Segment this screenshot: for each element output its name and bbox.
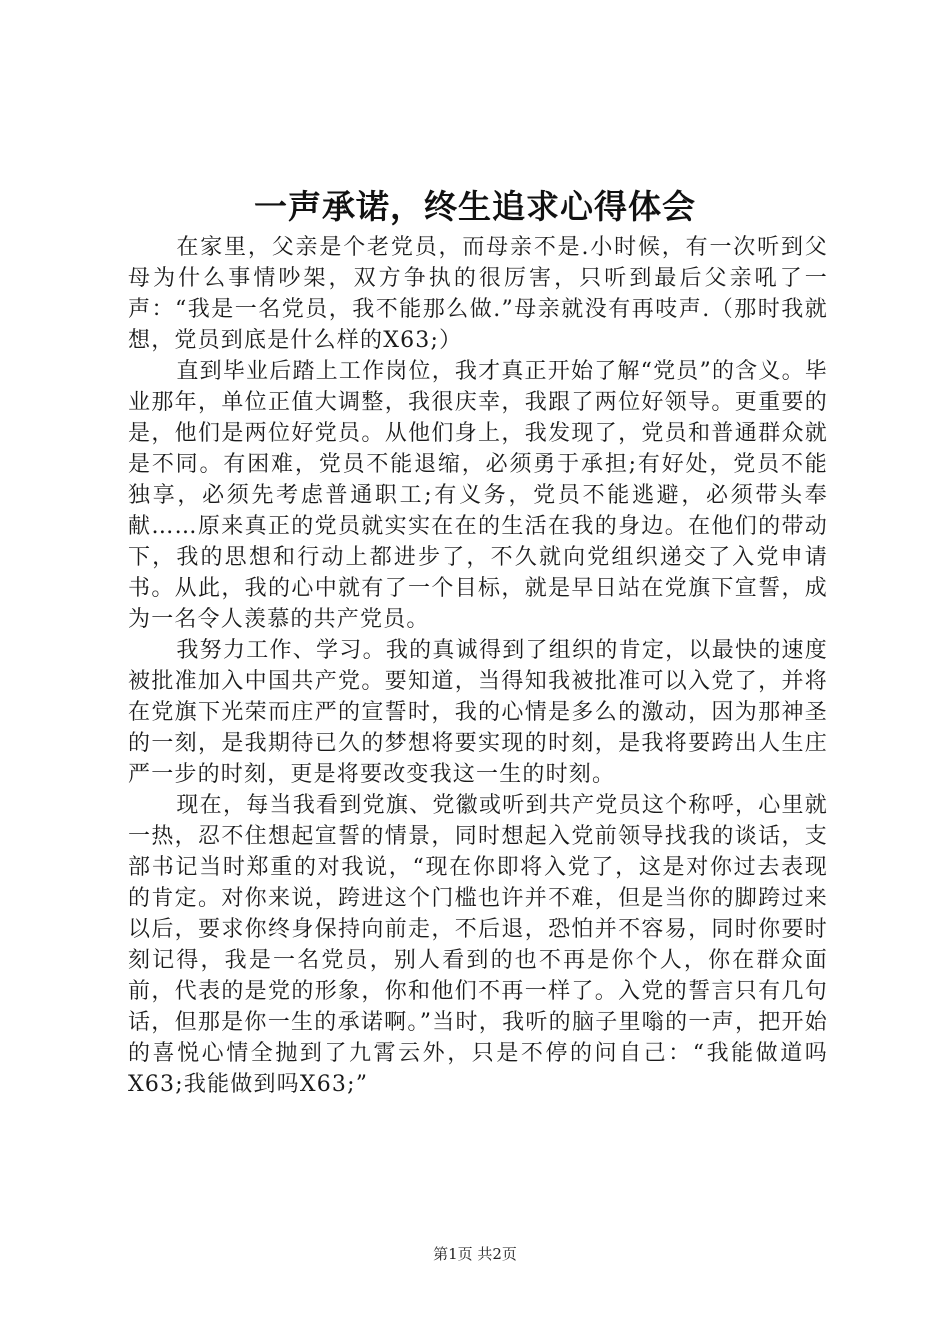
paragraph-4: 现在，每当我看到党旗、党徽或听到共产党员这个称呼，心里就一热，忍不住想起宣誓的情景，同时想起入党前领导找我的谈话，支部书记当时郑重的对我说，“现在你即将入党了，这是对你过去表现的肯定。对你来说，跨进这个门槛也许并不难，但是当你的脚跨过来以后，要求你终身保持向前走，不后退，恐怕并不容易，同时你要时刻记得，我是一名党员，别人看到的也不再是你个人，你在群众面前，代表的是党的形象，你和他们不再一样了。入党的誓言只有几句话，但那是你一生的承诺啊。”当时，我听的脑子里嗡的一声，把开始的喜悦心情全抛到了九霄云外，只是不停的问自己：“我能做道吗X63;我能做到吗X63;” — [128, 793, 828, 1097]
paragraph-1: 在家里，父亲是个老党员，而母亲不是.小时候，有一次听到父母为什么事情吵架，双方争执的很厉害，只听到最后父亲吼了一声：“我是一名党员，我不能那么做.”母亲就没有再吱声.（那时我就想，党员到底是什么样的X63;） — [128, 235, 828, 353]
document-title: 一声承诺，终生追求心得体会 — [254, 187, 696, 226]
document-body — [128, 232, 828, 1100]
paragraph-3: 我努力工作、学习。我的真诚得到了组织的肯定，以最快的速度被批准加入中国共产党。要知道，当得知我被批准可以入党了，并将在党旗下光荣而庄严的宣誓时，我的心情是多么的激动，因为那神圣的一刻，是我期待已久的梦想将要实现的时刻，是我将要跨出人生庄严一步的时刻，更是将要改变我这一生的时刻。 — [128, 638, 828, 787]
page-footer: 第1页 共2页 — [433, 1245, 517, 1263]
paragraph-2: 直到毕业后踏上工作岗位，我才真正开始了解“党员”的含义。毕业那年，单位正值大调整，我很庆幸，我跟了两位好领导。更重要的是，他们是两位好党员。从他们身上，我发现了，党员和普通群众就是不同。有困难，党员不能退缩，必须勇于承担;有好处，党员不能独享，必须先考虑普通职工;有义务，党员不能逃避，必须带头奉献……原来真正的党员就实实在在的生活在我的身边。在他们的带动下，我的思想和行动上都进步了，不久就向党组织递交了入党申请书。从此，我的心中就有了一个目标，就是早日站在党旗下宣誓，成为一名令人羡慕的共产党员。 — [128, 359, 828, 632]
